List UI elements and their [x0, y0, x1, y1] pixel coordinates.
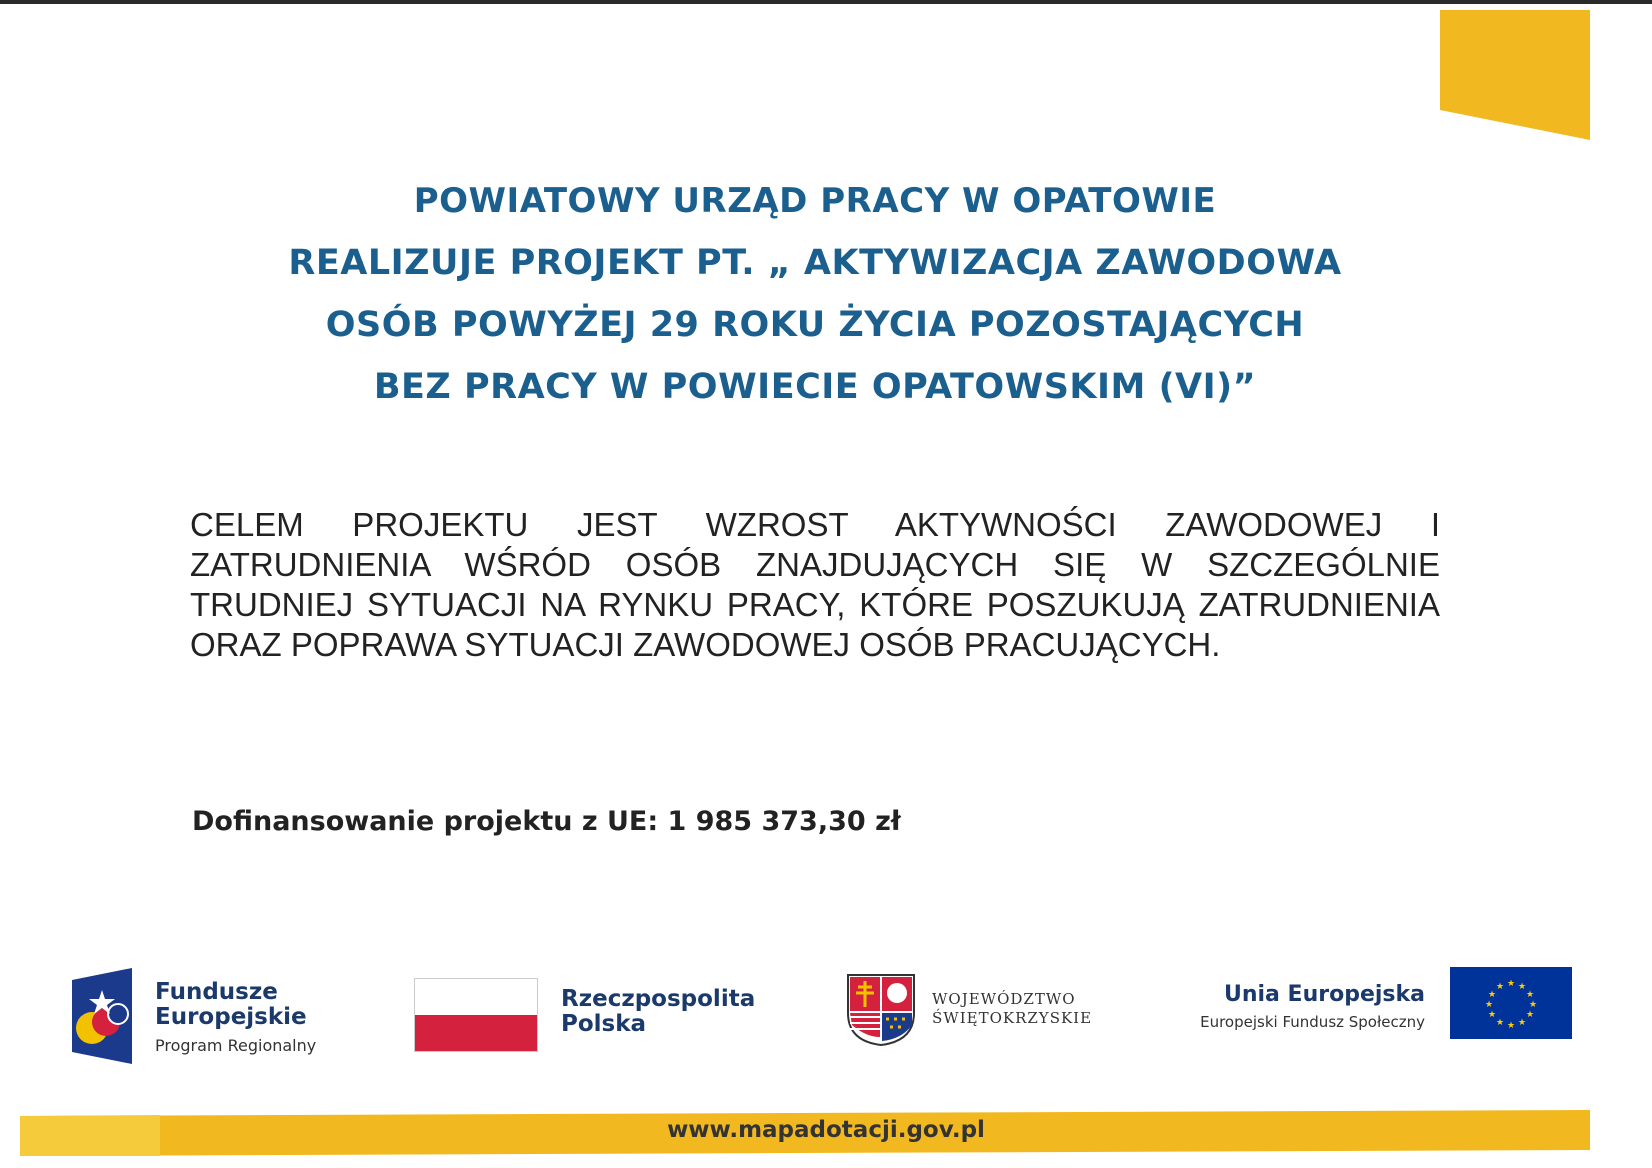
eu-flag-icon: [1450, 967, 1572, 1039]
svg-text:★: ★: [1495, 1018, 1505, 1028]
svg-text:★: ★: [1517, 1018, 1527, 1028]
fe-line-1: Fundusze: [155, 979, 278, 1005]
svg-text:★: ★: [1528, 1000, 1538, 1010]
fundusze-europejskie-icon: [72, 968, 132, 1064]
sw-line-2: ŚWIĘTOKRZYSKIE: [932, 1009, 1093, 1027]
polish-flag-icon: [414, 978, 538, 1052]
heading-line-2: REALIZUJE PROJEKT PT. „ AKTYWIZACJA ZAWODOWA: [288, 243, 1342, 283]
fundusze-europejskie-text: [155, 980, 316, 1055]
rzeczpospolita-polska-text: [561, 987, 755, 1037]
unia-europejska-text: [1140, 982, 1425, 1031]
fe-line-2: Europejskie: [155, 1004, 307, 1030]
heading-line-1: POWIATOWY URZĄD PRACY W OPATOWIE: [413, 181, 1217, 221]
top-border-line: [0, 0, 1652, 4]
svg-text:★: ★: [1487, 990, 1497, 1000]
funding-amount: Dofinansowanie projektu z UE: 1 985 373,30 zł: [192, 806, 901, 837]
corner-yellow-tab: [1440, 10, 1590, 140]
pl-line-2: Polska: [561, 1011, 647, 1037]
svg-text:★: ★: [1506, 979, 1516, 989]
fe-subtitle: Program Regionalny: [155, 1036, 317, 1055]
svg-text:★: ★: [1484, 1000, 1494, 1010]
swietokrzyskie-crest-icon: [846, 973, 916, 1047]
pl-line-1: Rzeczpospolita: [561, 986, 756, 1012]
footer-url-link[interactable]: www.mapadotacji.gov.pl: [667, 1117, 985, 1143]
svg-text:★: ★: [1517, 982, 1527, 992]
wojewodztwo-swietokrzyskie-text: [932, 990, 1092, 1028]
svg-text:★: ★: [1487, 1010, 1497, 1020]
svg-text:★: ★: [1525, 990, 1535, 1000]
ue-subtitle: Europejski Fundusz Społeczny: [1200, 1013, 1425, 1031]
svg-text:★: ★: [1525, 1010, 1535, 1020]
svg-text:★: ★: [1506, 1021, 1516, 1031]
svg-text:★: ★: [1495, 982, 1505, 992]
heading-line-3: OSÓB POWYŻEJ 29 ROKU ŻYCIA POZOSTAJĄCYCH: [325, 305, 1305, 345]
project-goal-paragraph: CELEM PROJEKTU JEST WZROST AKTYWNOŚCI ZAWODOWEJ I ZATRUDNIENIA WŚRÓD OSÓB ZNAJDUJĄCYCH SIĘ W SZCZEGÓLNIE TRUDNIEJ SYTUACJI NA RYNKU PRACY, KTÓRE POSZUKUJĄ ZATRUDNIENIA ORAZ POPRAWA SYTUACJI ZAWODOWEJ OSÓB PRACUJĄCYCH.: [190, 506, 1440, 663]
ue-line-1: Unia Europejska: [1223, 982, 1425, 1007]
page-heading: [150, 170, 1480, 418]
sw-line-1: WOJEWÓDZTWO: [932, 990, 1076, 1008]
heading-line-4: BEZ PRACY W POWIECIE OPATOWSKIM (VI)”: [373, 367, 1257, 407]
